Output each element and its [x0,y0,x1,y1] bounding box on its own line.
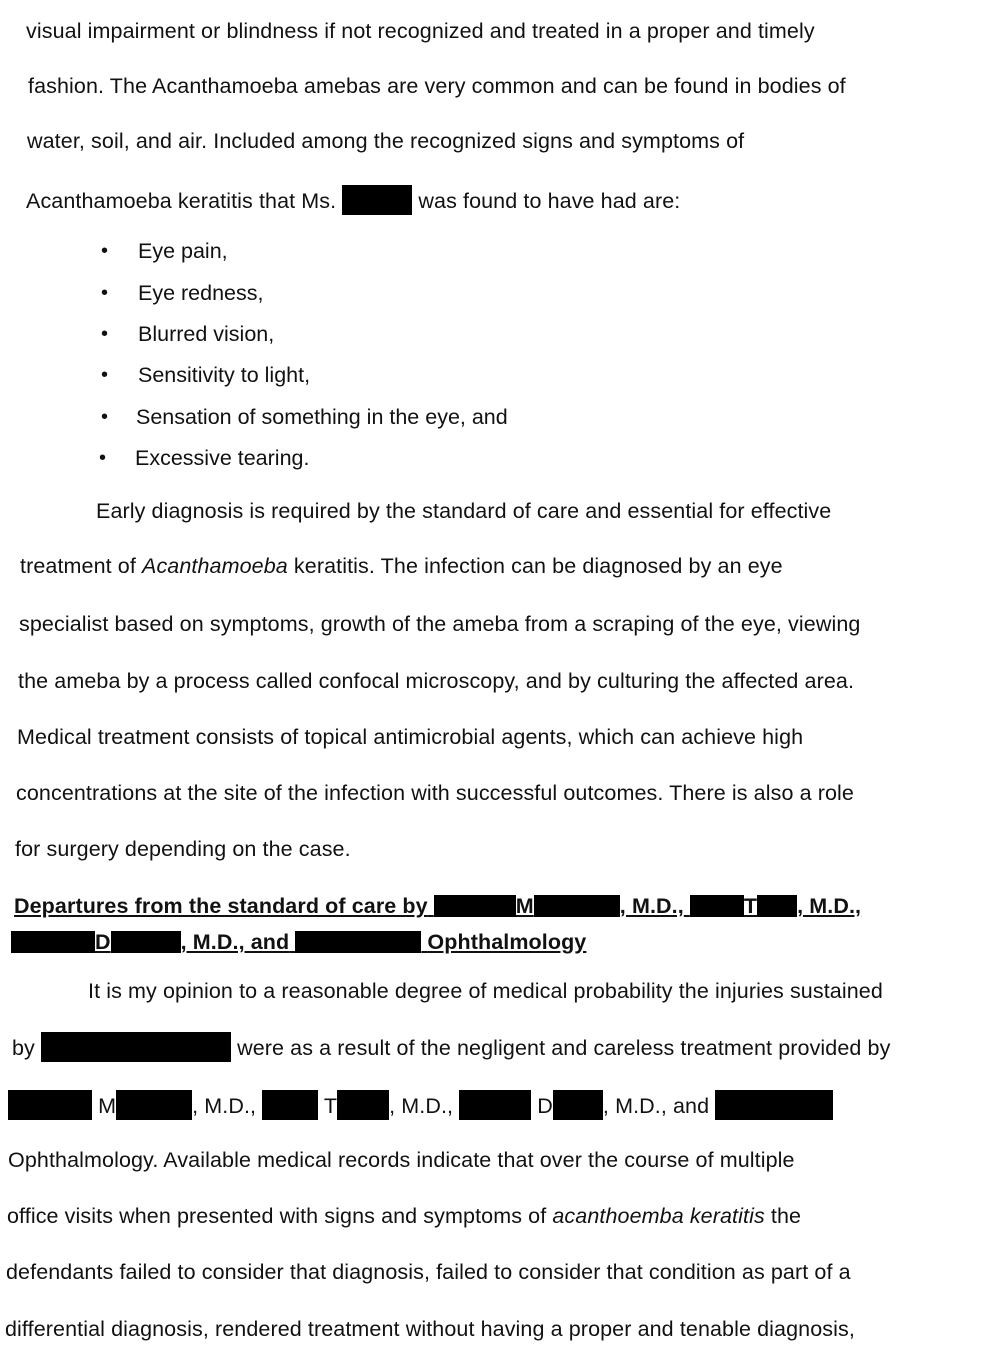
list-item: Eye pain, [138,239,228,263]
redaction-block [295,931,421,953]
bullet-icon: • [101,240,109,262]
heading-text-a: Departures from the standard of care by [14,894,428,918]
bullet-icon: • [101,364,109,386]
redaction-block [434,895,516,917]
heading-text-h: Ophthalmology [427,930,587,954]
para3-line1: It is my opinion to a reasonable degree of medical probability the injuries sustained [88,979,883,1003]
para3-line3 [8,1090,833,1120]
list-item: Eye redness, [138,281,264,305]
para1-line4-text-a: Acanthamoeba keratitis that Ms. [26,189,337,213]
redaction-block [342,185,412,215]
para3-line3-text-a: M [98,1094,117,1118]
redaction-block [337,1090,389,1120]
para3-line4: Ophthalmology. Available medical records indicate that over the course of multiple [8,1148,795,1172]
para3-line3-text-e: D [537,1094,553,1118]
para3-line6: defendants failed to consider that diagnosis, failed to consider that condition as part of a [6,1260,851,1284]
para3-line3-text-d: , M.D., [389,1094,454,1118]
para2-line2-text-a: treatment of [20,554,142,578]
redaction-block [757,895,797,917]
redaction-block [715,1090,833,1120]
redaction-block [41,1032,231,1062]
para2-line5: Medical treatment consists of topical antimicrobial agents, which can achieve high [17,725,804,749]
bullet-icon: • [101,282,109,304]
section-heading-line2 [11,929,586,955]
section-heading-line1 [14,893,861,919]
list-item: Sensitivity to light, [138,363,311,387]
redaction-block [262,1090,318,1120]
redaction-block [459,1090,531,1120]
heading-text-f: D [95,930,111,954]
para2-line4: the ameba by a process called confocal microscopy, and by culturing the affected area. [18,669,855,693]
para2-line2-italic: Acanthamoeba [142,554,288,578]
bullet-icon: • [99,447,107,469]
redaction-block [8,1090,92,1120]
para3-line5-text-c: the [764,1204,802,1228]
para1-line4 [26,185,680,215]
para3-line5-italic: acanthoemba keratitis [552,1204,765,1228]
redaction-block [111,931,181,953]
para3-line2-text-b: were as a result of the negligent and careless treatment provided by [237,1036,891,1060]
para2-line1: Early diagnosis is required by the standard of care and essential for effective [96,499,832,523]
para1-line2: fashion. The Acanthamoeba amebas are very common and can be found in bodies of [28,74,846,98]
para1-line1: visual impairment or blindness if not recognized and treated in a proper and timely [26,19,815,43]
para3-line2 [12,1032,890,1062]
bullet-icon: • [101,406,109,428]
heading-text-e: , M.D., [797,894,862,918]
para3-line2-text-a: by [12,1036,35,1060]
redaction-block [553,1090,603,1120]
list-item: Blurred vision, [138,322,275,346]
list-item: Excessive tearing. [135,446,310,470]
redaction-block [534,895,620,917]
para1-line4-text-b: was found to have had are: [418,189,681,213]
para3-line3-text-f: , M.D., and [602,1094,710,1118]
para2-line6: concentrations at the site of the infection with successful outcomes. There is also a role [16,781,854,805]
heading-text-b: M [515,894,534,918]
para3-line5-text-a: office visits when presented with signs and symptoms of [7,1204,553,1228]
heading-text-d: T [743,894,758,918]
para3-line7: differential diagnosis, rendered treatment without having a proper and tenable diagnosis, [5,1317,855,1341]
bullet-icon: • [101,323,109,345]
para2-line2 [20,553,783,579]
para2-line2-text-c: keratitis. The infection can be diagnosed by an eye [287,554,783,578]
redaction-block [11,931,95,953]
redaction-block [690,895,744,917]
redaction-block [116,1090,192,1120]
para2-line7: for surgery depending on the case. [15,837,351,861]
para3-line5 [7,1203,801,1229]
para3-line3-text-c: T [323,1094,338,1118]
heading-text-c: , M.D., [619,894,684,918]
heading-text-g: , M.D., and [180,930,290,954]
list-item: Sensation of something in the eye, and [136,405,508,429]
para3-line3-text-b: , M.D., [192,1094,257,1118]
para1-line3: water, soil, and air. Included among the recognized signs and symptoms of [27,129,745,153]
para2-line3: specialist based on symptoms, growth of the ameba from a scraping of the eye, viewing [19,612,861,636]
